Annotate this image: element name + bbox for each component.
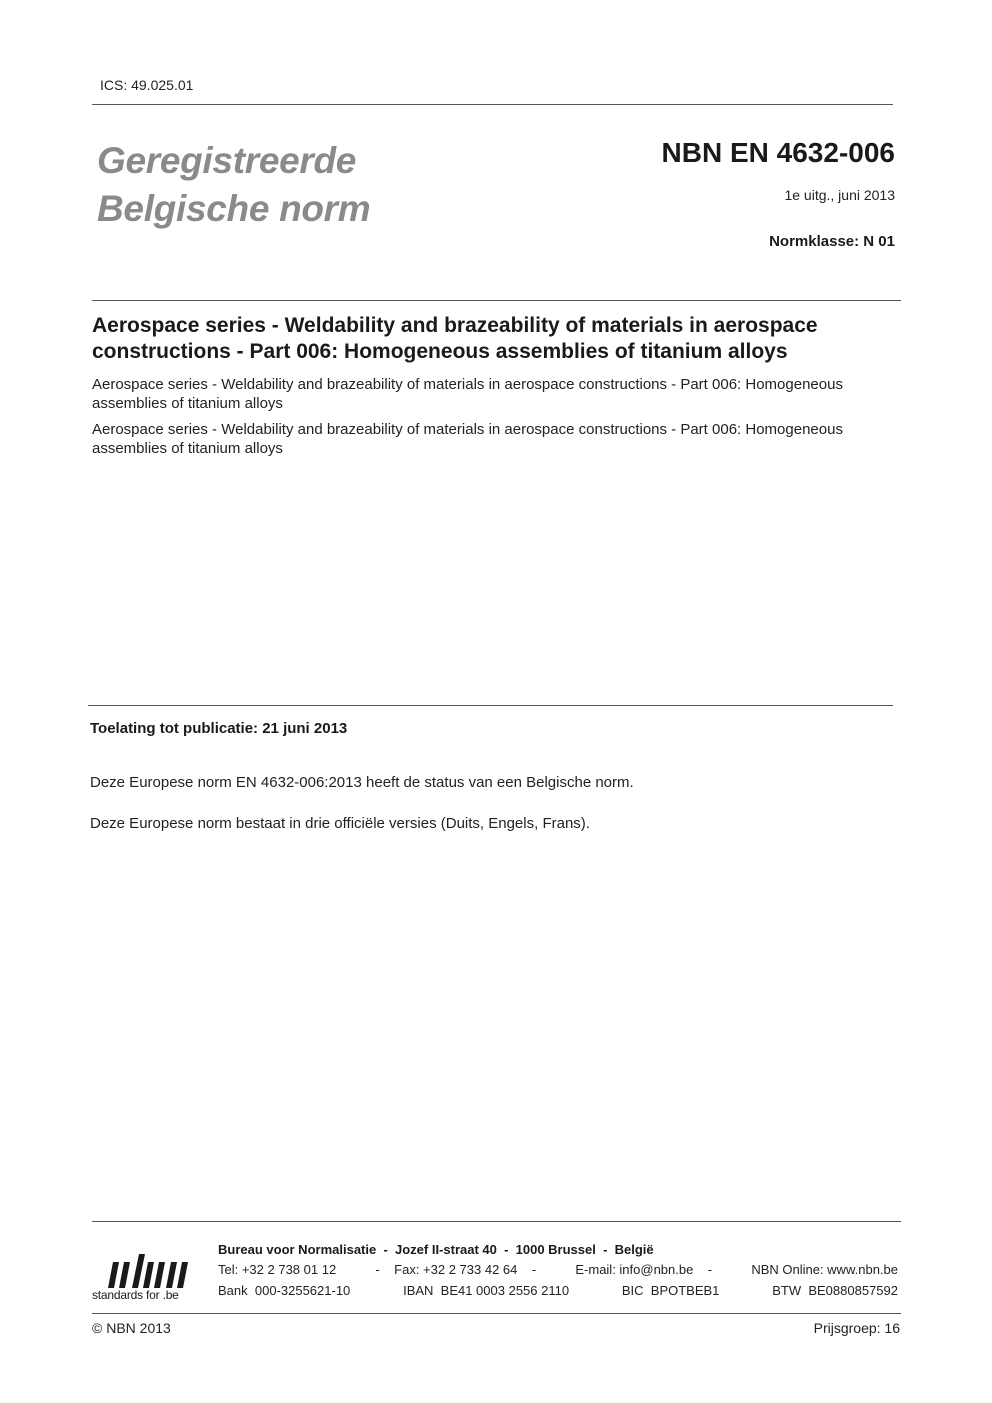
title-divider — [92, 300, 901, 301]
main-title: Aerospace series - Weldability and brazeability of materials in aerospace constructions - Part 006: Homogeneous assemblies of titanium alloys — [92, 314, 818, 363]
norm-status: Deze Europese norm EN 4632-006:2013 heeft de status van een Belgische norm. — [90, 774, 634, 791]
alternate-title-2: Aerospace series - Weldability and brazeability of materials in aerospace constructions - Part 006: Homogeneous assemblies of titanium alloys — [92, 421, 843, 457]
copyright: © NBN 2013 — [92, 1320, 171, 1336]
bic: BIC BPOTBEB1 — [621, 1283, 720, 1298]
organization-address: Bureau voor Normalisatie - Jozef II-straat 40 - 1000 Brussel - België — [218, 1242, 654, 1257]
top-divider — [92, 104, 893, 105]
website-link[interactable]: NBN Online: www.nbn.be — [751, 1262, 898, 1277]
vat-number: BTW BE0880857592 — [772, 1283, 898, 1298]
body-divider — [88, 705, 893, 706]
email-address[interactable]: E-mail: info@nbn.be - — [575, 1262, 713, 1277]
official-versions: Deze Europese norm bestaat in drie officiële versies (Duits, Engels, Frans). — [90, 815, 590, 832]
banking-line — [218, 1283, 898, 1298]
edition-date: 1e uitg., juni 2013 — [784, 187, 895, 203]
registered-title-line2: Belgische norm — [97, 188, 371, 229]
price-group: Prijsgroep: 16 — [813, 1320, 900, 1336]
logo-tagline: standards for .be — [92, 1288, 179, 1302]
standard-code: NBN EN 4632-006 — [661, 137, 895, 168]
contact-line — [218, 1262, 898, 1277]
norm-class: Normklasse: N 01 — [769, 233, 895, 250]
registered-norm-title — [97, 137, 370, 233]
alternate-title-1: Aerospace series - Weldability and brazeability of materials in aerospace constructions - Part 006: Homogeneous assemblies of titanium alloys — [92, 376, 843, 412]
publication-approval: Toelating tot publicatie: 21 juni 2013 — [90, 720, 348, 737]
iban: IBAN BE41 0003 2556 2110 — [403, 1283, 570, 1298]
phone-number: Tel: +32 2 738 01 12 — [218, 1262, 337, 1277]
footer-bottom-divider — [92, 1313, 901, 1314]
registered-title-line1: Geregistreerde — [97, 140, 357, 181]
footer-top-divider — [92, 1221, 901, 1222]
ics-code: ICS: 49.025.01 — [100, 77, 194, 93]
fax-number: - Fax: +32 2 733 42 64 - — [375, 1262, 537, 1277]
bank-account: Bank 000-3255621-10 — [218, 1283, 351, 1298]
